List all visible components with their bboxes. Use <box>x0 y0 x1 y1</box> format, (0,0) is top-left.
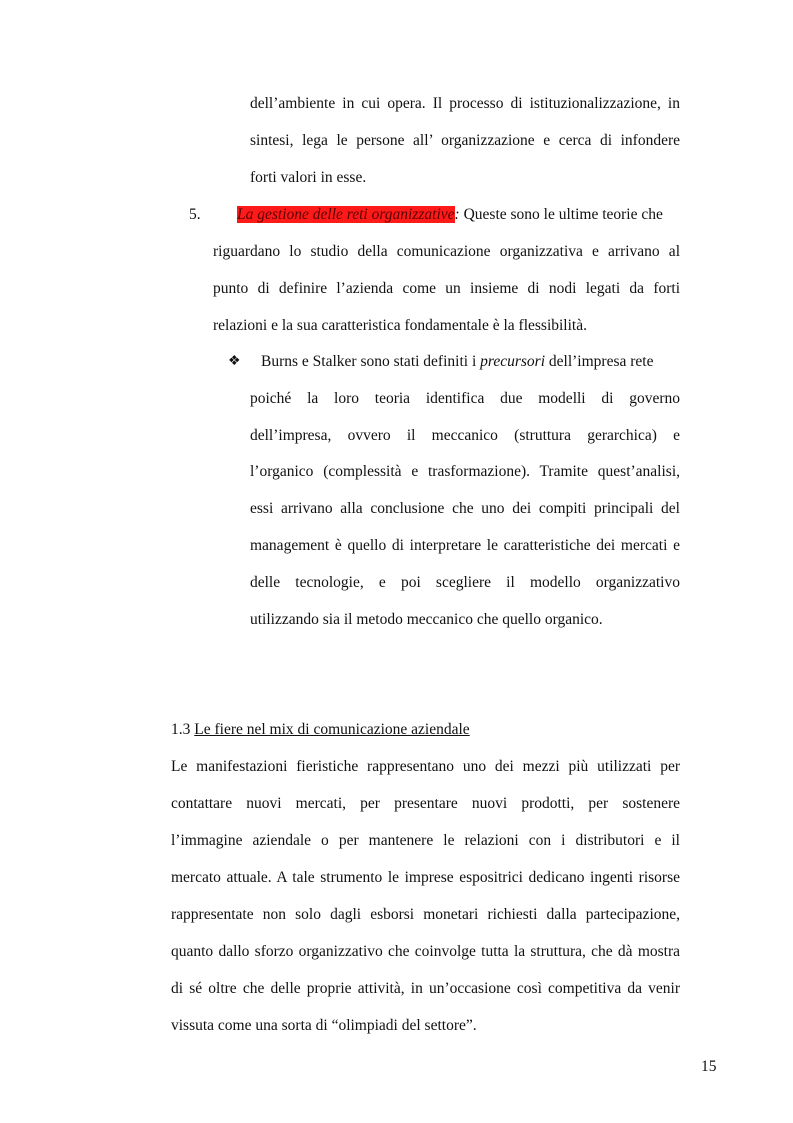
text-run: Burns e Stalker sono stati definiti i <box>261 353 481 370</box>
text-line: contattare nuovi mercati, per presentare nuovi prodotti, per sostenere <box>171 795 680 812</box>
diamond-bullet-icon: ❖ <box>228 354 241 369</box>
section-number: 1.3 <box>171 721 191 738</box>
text-line: utilizzando sia il metodo meccanico che quello organico. <box>250 611 603 628</box>
text-line: forti valori in esse. <box>250 169 367 186</box>
text-run: Queste sono le ultime teorie che <box>459 206 663 223</box>
colon: : <box>454 206 460 223</box>
text-line: delle tecnologie, e poi scegliere il modello organizzativo <box>250 574 680 591</box>
text-line: sintesi, lega le persone all’ organizzazione e cerca di infondere <box>250 132 680 149</box>
text-line: essi arrivano alla conclusione che uno dei compiti principali del <box>250 500 680 517</box>
text-line: vissuta come una sorta di “olimpiadi del settore”. <box>171 1017 477 1034</box>
text-line: dell’ambiente in cui opera. Il processo di istituzionalizzazione, in <box>250 95 680 112</box>
text-line: Le manifestazioni fieristiche rappresentano uno dei mezzi più utilizzati per <box>171 758 680 775</box>
section-heading <box>171 720 470 740</box>
text-line: l’organico (complessità e trasformazione). Tramite quest’analisi, <box>250 463 680 480</box>
section-title: Le fiere nel mix di comunicazione aziendale <box>194 721 470 738</box>
text-line: dell’impresa, ovvero il meccanico (struttura gerarchica) e <box>250 427 680 444</box>
text-line: l’immagine aziendale o per mantenere le relazioni con i distributori e il <box>171 832 680 849</box>
list-number: 5. <box>189 206 201 223</box>
list-item-first-line <box>237 205 680 225</box>
text-line: relazioni e la sua caratteristica fondamentale è la flessibilità. <box>213 317 587 334</box>
text-line: mercato attuale. A tale strumento le imprese espositrici dedicano ingenti risorse <box>171 869 680 886</box>
emphasis: precursori <box>480 353 546 370</box>
text-line: management è quello di interpretare le caratteristiche dei mercati e <box>250 537 680 554</box>
text-line: poiché la loro teoria identifica due modelli di governo <box>250 390 680 407</box>
page-number: 15 <box>701 1058 717 1075</box>
highlighted-heading: La gestione delle reti organizzative <box>237 206 455 223</box>
text-line: punto di definire l’azienda come un insieme di nodi legati da forti <box>213 280 680 297</box>
text-line: quanto dallo sforzo organizzativo che coinvolge tutta la struttura, che dà mostra <box>171 943 680 960</box>
text-run: dell’impresa rete <box>545 353 654 370</box>
bullet-first-line <box>261 352 653 372</box>
text-line: rappresentate non solo dagli esborsi monetari richiesti dalla partecipazione, <box>171 906 680 923</box>
text-line: di sé oltre che delle proprie attività, in un’occasione così competitiva da venir <box>171 980 680 997</box>
text-line: riguardano lo studio della comunicazione organizzativa e arrivano al <box>213 243 680 260</box>
